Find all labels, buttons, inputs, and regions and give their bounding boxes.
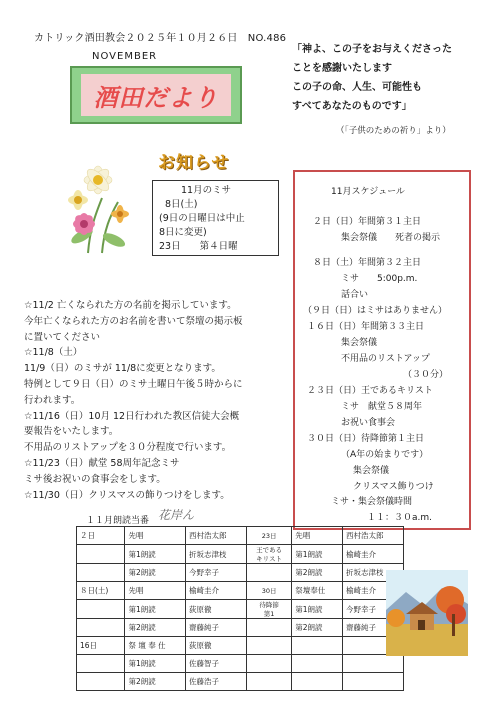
roster-cell (77, 655, 125, 673)
roster-cell: 榆崎圭介 (186, 582, 247, 600)
roster-cell: 第2朗読 (125, 673, 186, 691)
schedule-line: （９日（日）はミサはありません） (303, 306, 448, 316)
announcement-line: ☆11/23（日）献堂 58周年記念ミサ (24, 457, 180, 469)
roster-row (77, 582, 404, 600)
roster-cell: 30日 (247, 582, 292, 600)
roster-cell: 第1朗読 (292, 545, 343, 564)
roster-cell: 今野幸子 (186, 564, 247, 582)
month-label: NOVEMBER (92, 51, 158, 62)
roster-cell: 今野幸子 (342, 600, 403, 619)
roster-cell: 榆崎圭介 (342, 582, 403, 600)
roster-cell (342, 655, 403, 673)
announcement-line: 11/9（日）のミサが 11/8に変更となります。 (24, 363, 221, 375)
roster-cell: 齋藤純子 (342, 619, 403, 637)
schedule-line: 集会祭儀 (353, 466, 390, 476)
flower-illustration (58, 158, 150, 258)
schedule-line: 集会祭儀 (341, 338, 378, 348)
roster-row (77, 673, 404, 691)
roster-cell: 第2朗読 (292, 619, 343, 637)
roster-row (77, 564, 404, 582)
notice-title: お知らせ (158, 153, 230, 173)
november-mass-box (152, 180, 279, 256)
roster-cell (247, 564, 292, 582)
roster-cell: 佐藤浩子 (186, 673, 247, 691)
roster-cell: 第2朗読 (125, 619, 186, 637)
announcement-line: 不用品のリストアップを３０分程度で行います。 (24, 442, 232, 454)
roster-cell: 折坂志津枝 (342, 564, 403, 582)
announcement-line: ミサ後お祝いの食事会をします。 (24, 473, 166, 485)
schedule-line: ２３日（日）王であるキリスト (307, 386, 433, 396)
schedule-line: １１：３０a.m. (367, 513, 433, 523)
roster-cell (77, 564, 125, 582)
roster-cell: 祭 壇 奉 仕 (125, 637, 186, 655)
roster-cell: 祭壇奉仕 (292, 582, 343, 600)
mass-box-line: 8日(土) (165, 199, 198, 210)
announcement-line: 要報告をいたします。 (24, 426, 119, 438)
roster-cell: 先唱 (125, 527, 186, 545)
schedule-line: ミサ 献堂５８周年 (341, 402, 423, 412)
roster-row (77, 527, 404, 545)
roster-cell: 第1朗読 (125, 655, 186, 673)
schedule-line: ２日（日）年間第３１主日 (313, 217, 422, 227)
roster-cell (77, 600, 125, 619)
roster-cell: 第1朗読 (292, 600, 343, 619)
roster-cell: ８日(土) (77, 582, 125, 600)
roster-row (77, 655, 404, 673)
roster-cell (77, 673, 125, 691)
schedule-line: １６日（日）年間第３３主日 (307, 322, 425, 332)
roster-cell: 齋藤純子 (186, 619, 247, 637)
roster-cell (77, 545, 125, 564)
announcement-line: ☆11/16（日）10月 12日行われた教区信徒大会概 (24, 410, 240, 422)
roster-cell (247, 655, 292, 673)
roster-row (77, 545, 404, 564)
roster-cell: 佐藤智子 (186, 655, 247, 673)
roster-cell (292, 637, 343, 655)
roster-cell: 先唱 (125, 582, 186, 600)
november-schedule-box (293, 170, 471, 530)
autumn-scene-illustration (386, 570, 468, 656)
announcement-line: に置いてください (24, 331, 101, 343)
schedule-title: 11月スケジュール (331, 187, 405, 197)
schedule-line: （３０分） (403, 370, 449, 380)
roster-cell (292, 673, 343, 691)
reading-roster-title: １１月朗読当番 (86, 516, 150, 526)
roster-cell: ２日 (77, 527, 125, 545)
roster-cell: 西村浩太郎 (186, 527, 247, 545)
schedule-line: ミサ・集会祭儀時間 (331, 497, 413, 507)
roster-cell (247, 637, 292, 655)
roster-cell (247, 673, 292, 691)
roster-cell: 第1朗読 (125, 600, 186, 619)
mass-box-title: 11月のミサ (181, 185, 232, 196)
quote-line: この子の命、人生、可能性も (292, 82, 422, 93)
mass-box-line: (9日の日曜日は中止 (159, 213, 245, 224)
roster-cell: 先唱 (292, 527, 343, 545)
schedule-line: 話合い (341, 290, 369, 300)
handwritten-signature: 花岸ん (158, 508, 195, 522)
roster-cell: 王である キリスト (247, 545, 292, 564)
roster-cell (342, 673, 403, 691)
roster-cell (292, 655, 343, 673)
roster-cell: 待降節 第1 (247, 600, 292, 619)
logo-text: 酒田だより (93, 83, 219, 112)
roster-cell: 23日 (247, 527, 292, 545)
schedule-line: ３０日（日）待降節第１主日 (307, 434, 425, 444)
schedule-line: クリスマス飾りつけ (353, 482, 434, 492)
announcement-line: ☆11/8（土） (24, 347, 83, 359)
reading-roster-table (76, 526, 404, 691)
roster-cell: 荻原徹 (186, 600, 247, 619)
roster-row (77, 619, 404, 637)
announcement-line: ☆11/2 亡くなられた方の名前を掲示しています。 (24, 300, 237, 311)
prayer-quote (292, 40, 452, 116)
schedule-line: ８日（土）年間第３２主日 (313, 258, 422, 268)
roster-cell: 榆崎圭介 (342, 545, 403, 564)
roster-cell (77, 619, 125, 637)
roster-cell: 第2朗読 (292, 564, 343, 582)
roster-cell: 西村浩太郎 (342, 527, 403, 545)
schedule-line: 集会祭儀 死者の掲示 (341, 233, 441, 243)
announcement-line: 特例として９日（日）のミサ土曜日午後５時からに (24, 378, 243, 390)
schedule-line: 不用品のリストアップ (341, 354, 430, 364)
announcement-line: ☆11/30（日）クリスマスの飾りつけをします。 (24, 489, 230, 501)
schedule-line: ミサ 5:00p.m. (341, 274, 418, 284)
schedule-line: お祝い食事会 (341, 418, 396, 428)
roster-cell: 16日 (77, 637, 125, 655)
quote-source: （「子供のための祈り」より） (336, 126, 451, 136)
roster-cell (247, 619, 292, 637)
roster-row (77, 637, 404, 655)
quote-line: ことを感謝いたします (292, 63, 392, 74)
bulletin-header-line: カトリック酒田教会２０２５年１０月２６日 NO.486 (34, 33, 287, 44)
roster-cell: 第1朗読 (125, 545, 186, 564)
quote-line: すべてあなたのものです」 (292, 101, 412, 112)
quote-line: 「神よ、この子をお与えくださった (292, 44, 452, 55)
bulletin-logo (70, 66, 242, 124)
roster-cell: 第2朗読 (125, 564, 186, 582)
announcement-line: 今年亡くなられた方のお名前を書いて祭壇の掲示板 (24, 315, 243, 327)
announcement-line: 行われます。 (24, 394, 81, 406)
mass-box-line: 8日に変更) (159, 227, 207, 238)
roster-cell: 折坂志津枝 (186, 545, 247, 564)
announcements (24, 298, 243, 503)
schedule-line: （A年の始まりです） (341, 450, 429, 460)
roster-row (77, 600, 404, 619)
mass-box-line: 23日 第４日曜 (159, 241, 238, 252)
roster-cell: 荻原徹 (186, 637, 247, 655)
